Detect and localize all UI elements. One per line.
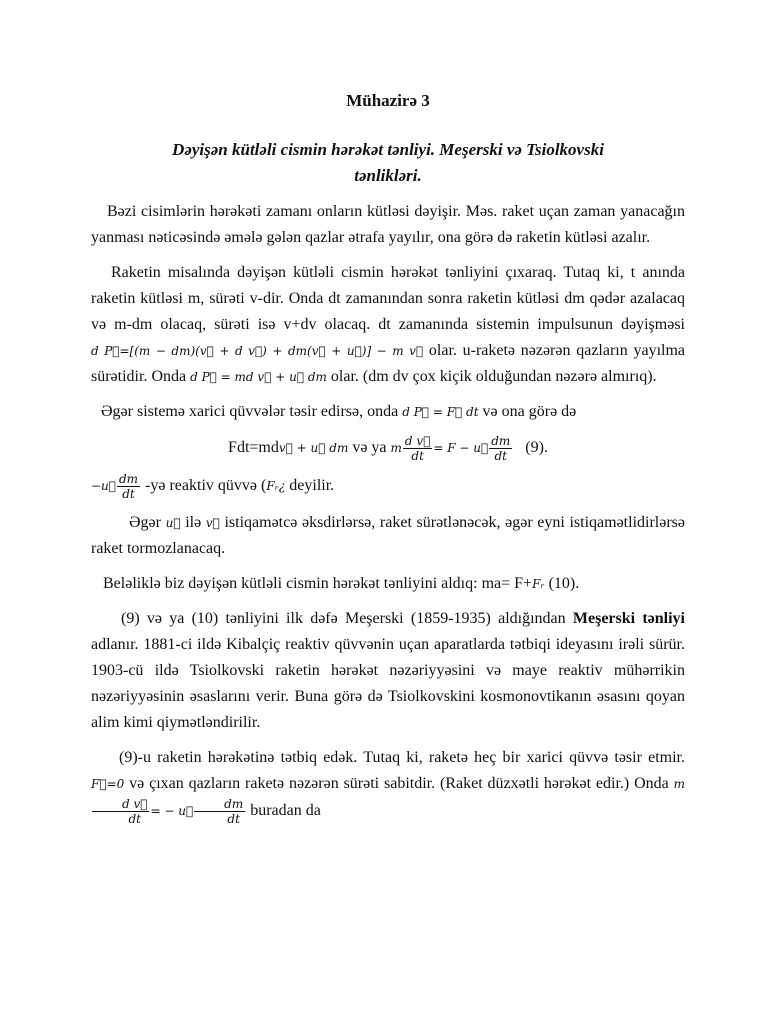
document-content [91,91,685,835]
p8-text-2: və çıxan qazların raketə nəzərən sürəti sabitdir. (Raket düzxətli hərəkət edir.) Onda [129,775,669,792]
p4-text-2: deyilir. [289,477,335,495]
p5-text-1: Əgər [129,514,161,531]
p7-bold-term: Meşerski tənliyi [572,610,686,627]
p4-text-1: -yə reaktiv qüvvə ( [145,477,267,495]
p4-prefix: −u⃗ [91,479,116,494]
paragraph-6 [91,571,685,597]
p6-text-2: (10). [548,575,580,592]
impulse-equation: d P⃗ = md v⃗ + u⃗ dm [190,370,327,384]
paragraph-3 [91,399,685,425]
p8-m: m [673,777,686,791]
p3-text-2: və ona görə də [482,403,577,420]
lecture-title: Mühazirə 3 [346,91,430,110]
p8-frac-dm-dt [194,797,245,826]
equation-9 [91,434,685,463]
eq9-frac-dm-dt [489,434,512,463]
eq9-frac1-num: d v⃗ [404,434,431,448]
p4-frac-dm-dt [117,472,140,501]
p6-text-1: Beləliklə biz dəyişən kütləli cismin hərəkət tənliyini aldıq: ma= F+ [103,575,533,592]
p8-eq-mid: = − u⃗ [150,804,194,819]
p4-frac-num: dm [118,472,139,486]
p5-text-2: ilə [185,514,202,531]
paragraph-4 [91,472,685,501]
p8-frac2-num: dm [194,797,245,812]
paragraph-2 [91,260,685,390]
p4-reactive-force: Fᵣ¿ [266,479,286,494]
p2-text-2: olar. u-raketə nəzərən qazların yayılma sürətidir. Onda [91,342,686,385]
eq9-va-ya: və ya [352,439,387,457]
p2-text-1: Raketin misalında dəyişən kütləli cismin hərəkət tənliyini çıxaraq. Tutaq ki, t anında raketin kütləsi m, sürəti v-dir. Onda dt zamanından sonra raketin kütləsi dm qədər azalacaq və m-dm olacaq, sürəti isə v+dv olacaq. dt zamanında sistemin impulsunun dəyişməsi [91,264,685,333]
impulse-change-equation: d P⃗=[(m − dm)(v⃗ + d v⃗) + dm(v⃗ + u⃗)] − m v⃗ [91,344,424,358]
p2-text-3: olar. (dm dv çox kiçik olduğundan nəzərə almırıq). [330,368,657,385]
lecture-subtitle [91,137,685,189]
p8-frac2-den: dt [227,812,240,826]
eq9-frac-dv-dt [403,434,432,463]
p6-reactive-force: Fᵣ [532,577,545,591]
eq9-frac2-num: dm [491,434,511,448]
eq9-frac2-den: dt [494,449,507,463]
paragraph-1: Bəzi cisimlərin hərəkəti zamanı onların kütləsi dəyişir. Məs. raket uçan zaman yanacağın yanması nəticəsində əmələ gələn qazlar ətrafa yayılır, ona görə də raketin kütləsi azalır. [91,203,685,246]
eq9-mid: v⃗ + u⃗ dm [278,441,349,456]
eq9-left: Fdt=md [228,439,279,457]
p5-u-vector: u⃗ [165,516,181,530]
p8-frac1-num: d v⃗ [92,797,149,812]
paragraph-7 [91,606,685,736]
force-equation: d P⃗ = F⃗ dt [402,405,479,419]
p8-frac1-den: dt [128,812,141,826]
subtitle-line-2: tənlikləri. [354,166,422,185]
p5-v-vector: v⃗ [205,516,220,530]
p4-frac-den: dt [122,487,135,501]
paragraph-5 [91,510,685,562]
eq9-number: (9). [525,439,548,457]
p8-frac-dv-dt [92,797,149,826]
p8-text-1: (9)-u raketin hərəkətinə tətbiq edək. Tutaq ki, raketə heç bir xarici qüvvə təsir etmir. [119,749,685,766]
p8-zero-force: F⃗=0 [91,777,125,791]
eq9-frac1-den: dt [411,449,424,463]
p7-text-2: adlanır. 1881-ci ildə Kibalçiç reaktiv qüvvənin uçan aparatlarda tətbiqi ideyasını irəli sürür. 1903-cü ildə Tsiolkovski raketin hərəkət nəzəriyyəsini və maye reaktiv mühərrikin nəzəriyyəsinin əsaslarını verir. Buna görə də Tsiolkovskini kosmonovtikanın əsasını qoyan alim kimi qiymətləndirilir. [91,636,685,731]
eq9-m: m [390,441,402,456]
paragraph-8 [91,745,685,826]
p8-text-3: buradan da [250,802,321,820]
p3-text-1: Əgər sistemə xarici qüvvələr təsir edirsə, onda [101,403,399,420]
subtitle-line-1: Dəyişən kütləli cismin hərəkət tənliyi. Meşerski və Tsiolkovski [172,140,604,159]
p5-text-3: istiqamətcə əksdirlərsə, raket sürətlənəcək, əgər eyni istiqamətlidirlərsə raket tormozlanacaq. [91,514,685,557]
eq9-rhs: = F − u⃗ [433,441,489,456]
p7-text-1: (9) və ya (10) tənliyini ilk dəfə Meşerski (1859-1935) aldığından [121,610,566,627]
